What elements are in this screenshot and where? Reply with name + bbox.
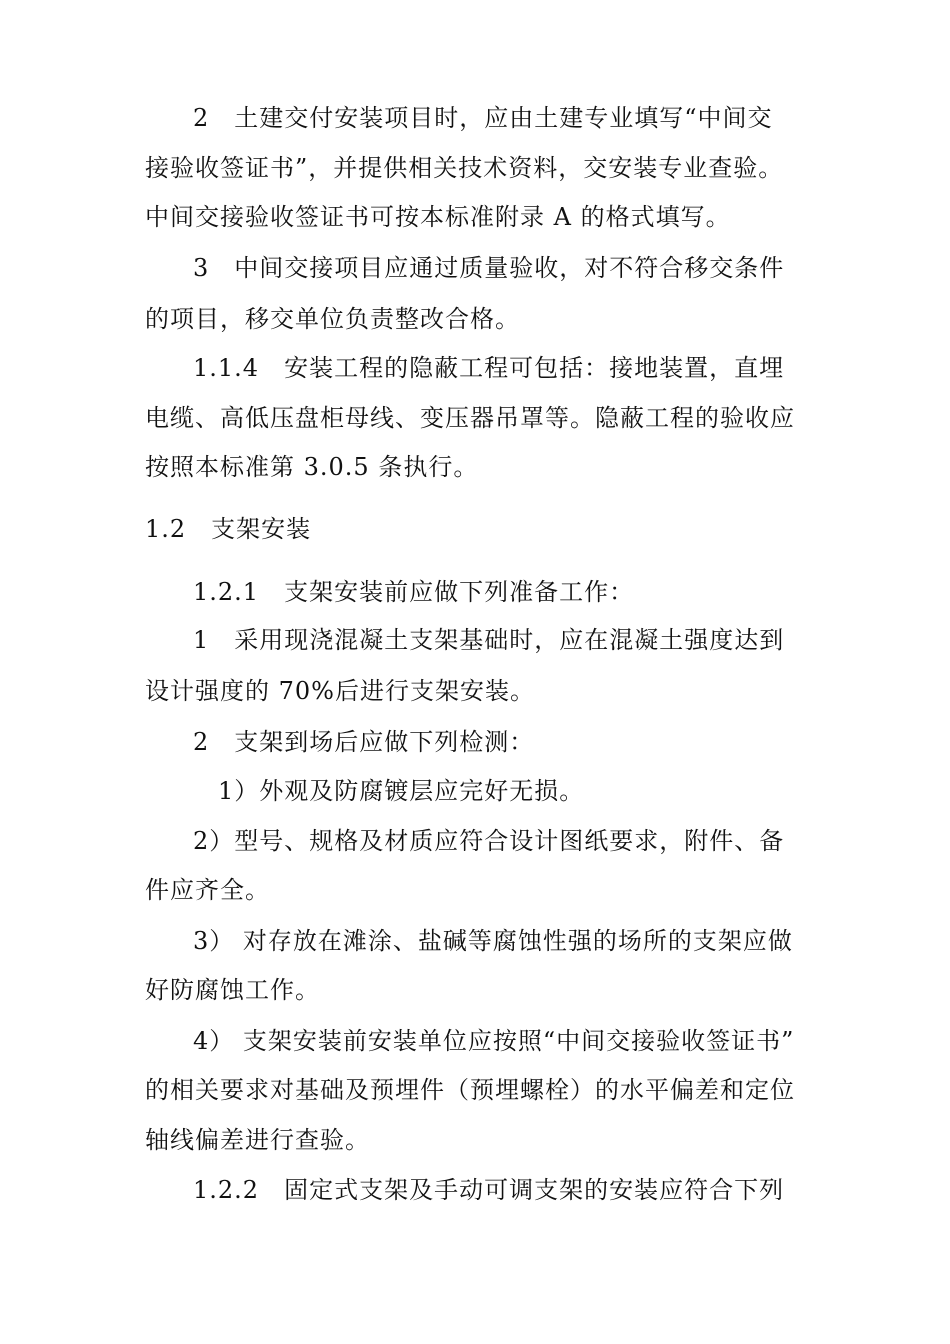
text-line-3: 中间交接验收签证书可按本标准附录 A 的格式填写。 — [145, 203, 731, 231]
text-line-17: 3） 对存放在滩涂、盐碱等腐蚀性强的场所的支架应做 — [193, 927, 793, 955]
text-line-7: 电缆、高低压盘柜母线、变压器吊罩等。隐蔽工程的验收应 — [145, 404, 795, 432]
text-line-8: 按照本标准第 3.0.5 条执行。 — [145, 453, 479, 481]
text-line-18: 好防腐蚀工作。 — [145, 976, 320, 1004]
text-line-6: 1.1.4 安装工程的隐蔽工程可包括：接地装置，直埋 — [193, 354, 785, 382]
text-line-16: 件应齐全。 — [145, 876, 270, 904]
text-line-10: 1.2.1 支架安装前应做下列准备工作： — [193, 578, 635, 606]
text-line-13: 2 支架到场后应做下列检测： — [193, 728, 535, 756]
text-line-14: 1）外观及防腐镀层应完好无损。 — [218, 777, 585, 805]
text-line-2: 接验收签证书”，并提供相关技术资料，交安装专业查验。 — [145, 154, 784, 182]
text-line-15: 2）型号、规格及材质应符合设计图纸要求，附件、备 — [193, 827, 785, 855]
text-line-1: 2 土建交付安装项目时，应由土建专业填写“中间交 — [193, 104, 773, 132]
text-line-20: 的相关要求对基础及预埋件（预埋螺栓）的水平偏差和定位 — [145, 1076, 795, 1104]
text-line-11: 1 采用现浇混凝土支架基础时，应在混凝土强度达到 — [193, 626, 785, 654]
text-line-22: 1.2.2 固定式支架及手动可调支架的安装应符合下列 — [193, 1176, 785, 1204]
text-line-19: 4） 支架安装前安装单位应按照“中间交接验收签证书” — [193, 1027, 795, 1055]
text-line-12: 设计强度的 70%后进行支架安装。 — [145, 677, 535, 705]
text-line-21: 轴线偏差进行查验。 — [145, 1126, 370, 1154]
text-line-5: 的项目，移交单位负责整改合格。 — [145, 305, 520, 333]
section-heading: 1.2 支架安装 — [145, 515, 312, 543]
text-line-4: 3 中间交接项目应通过质量验收，对不符合移交条件 — [193, 254, 785, 282]
